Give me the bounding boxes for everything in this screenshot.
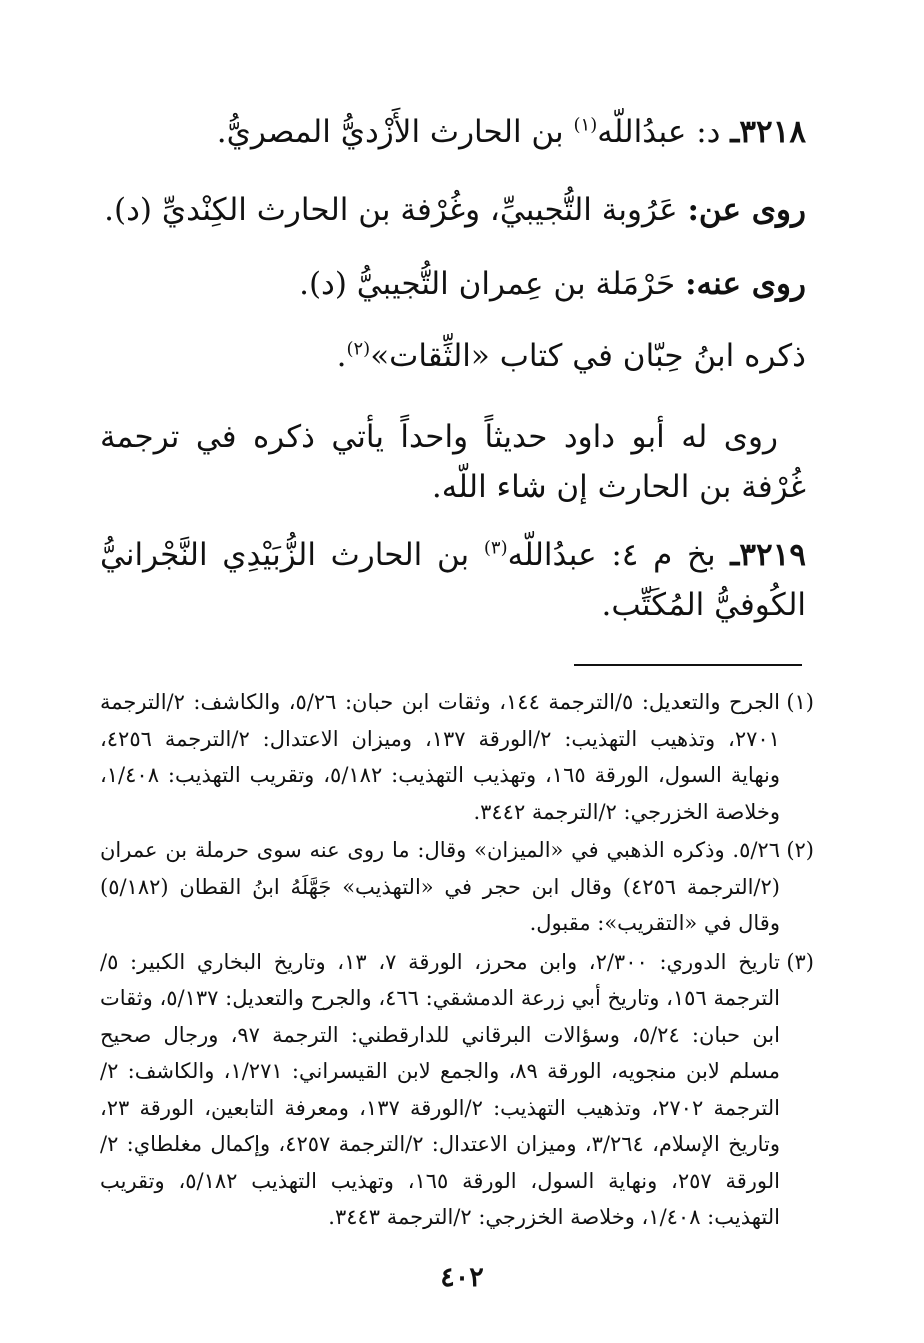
footnote-number: (٢) <box>786 838 814 862</box>
entry-rest: بن الحارث الزُّبَيْدِي النَّجْرانيُّ الكُوفيُّ المُكَتِّب. <box>100 537 806 623</box>
rawa-an-text: عَرُوبة التُّجيبيِّ، وغُرْفة بن الحارث الكِنْديِّ (د). <box>104 192 678 228</box>
footnote-ref-3: (٣) <box>483 537 508 559</box>
entry-name: عبدُاللّه <box>597 114 687 150</box>
dhakarahu-end: . <box>336 338 347 374</box>
rawa-anhu-line <box>100 262 806 306</box>
footnote-1 <box>100 684 814 830</box>
footnote-text: الجرح والتعديل: ٥/الترجمة ١٤٤، وثقات ابن حبان: ٥/٢٦، والكاشف: ٢/الترجمة ٢٧٠١، وتذهيب التهذيب: ٢/الورقة ١٣٧، وميزان الاعتدال: ٢/الترجمة ٤٢٥٦، ونهاية السول، الورقة ١٦٥، وتهذيب التهذيب: ٥/١٨٢، وتقريب التهذيب: ١/٤٠٨، وخلاصة الخزرجي: ٢/الترجمة ٣٤٤٢. <box>100 690 780 824</box>
dhakarahu-text: ذكره ابنُ حِبّان في كتاب «الثِّقات» <box>370 338 806 374</box>
footnote-ref-2: (٢) <box>346 338 371 360</box>
entry-number: ٣٢١٩ <box>739 537 806 573</box>
entry-prefix: بخ م ٤: <box>611 537 716 573</box>
footnote-text: ٥/٢٦. وذكره الذهبي في «الميزان» وقال: ما روى عنه سوى حرملة بن عمران (٢/الترجمة ٤٢٥٦) وقال ابن حجر في «التهذيب» جَهَّلَهُ ابنُ القطان (٥/١٨٢) وقال في «التقريب»: مقبول. <box>100 838 780 935</box>
footnote-number: (٣) <box>786 949 814 974</box>
footnote-separator <box>574 664 802 666</box>
rawa-lahu-paragraph: روى له أبو داود حديثاً واحداً يأتي ذكره في ترجمة غُرْفة بن الحارث إن شاء اللّه. <box>100 419 806 505</box>
entry-name: عبدُاللّه <box>507 537 597 573</box>
entry-dash: ـ <box>730 114 740 150</box>
footnote-text: تاريخ الدوري: ٢/٣٠٠، وابن محرز، الورقة ٧، ١٣، وتاريخ البخاري الكبير: ٥/الترجمة ١٥٦، وتاريخ أبي زرعة الدمشقي: ٤٦٦، والجرح والتعديل: ٥/١٣٧، وثقات ابن حبان: ٥/٢٤، وسؤالات البرقاني للدارقطني: الترجمة ٩٧، ورجال صحيح مسلم لابن منجويه، الورقة ٨٩، والجمع لابن القيسراني: ١/٢٧١، والكاشف: ٢/الترجمة ٢٧٠٢، وتذهيب التهذيب: ٢/الورقة ١٣٧، ومعرفة التابعين، الورقة ٢٣، وتاريخ الإسلام، ٣/٢٦٤، وميزان الاعتدال: ٢/الترجمة ٤٢٥٧، وإكمال مغلطاي: ٢/الورقة ٢٥٧، ونهاية السول، الورقة ١٦٥، وتهذيب التهذيب ٥/١٨٢، وتقريب التهذيب: ١/٤٠٨، وخلاصة الخزرجي: ٢/الترجمة ٣٤٤٣. <box>100 949 780 1229</box>
dhakarahu-line <box>100 334 806 378</box>
footnote-ref-1: (١) <box>573 114 598 136</box>
footnote-2 <box>100 832 814 942</box>
entry-prefix: د: <box>696 114 721 150</box>
footnote-number: (١) <box>786 690 814 714</box>
entry-3219-heading <box>100 530 806 630</box>
entry-rest: بن الحارث الأَزْديُّ المصريُّ. <box>216 114 564 150</box>
page-number: ٤٠٢ <box>440 1262 484 1293</box>
rawa-an-line <box>100 188 806 232</box>
footnote-3 <box>100 944 814 1236</box>
entry-number: ٣٢١٨ <box>739 114 806 150</box>
entry-3218-heading <box>100 110 806 154</box>
rawa-anhu-label: روى عنه: <box>685 266 806 302</box>
rawa-an-label: روى عن: <box>687 192 806 228</box>
entry-dash: ـ <box>730 537 740 573</box>
footnotes <box>100 684 814 1238</box>
rawa-anhu-text: حَرْمَلة بن عِمران التُّجيبيُّ (د). <box>299 266 676 302</box>
